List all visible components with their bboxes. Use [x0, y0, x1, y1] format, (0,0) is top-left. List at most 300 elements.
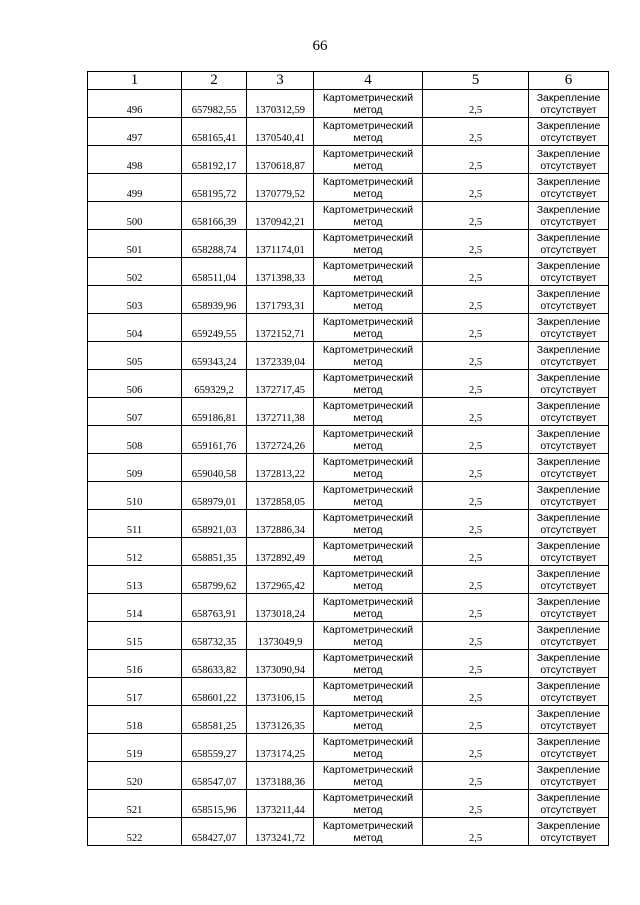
fixation-description — [529, 594, 609, 622]
fixation-line-1: Закрепление — [536, 511, 601, 524]
fixation-line-1: Закрепление — [536, 539, 601, 552]
point-number: 519 — [88, 734, 182, 762]
coordinate-x: 657982,55 — [182, 90, 247, 118]
fixation-line-2: отсутствует — [540, 327, 597, 340]
accuracy-value: 2,5 — [423, 818, 529, 846]
fixation-line-2: отсутствует — [540, 803, 597, 816]
method-line-2: метод — [353, 103, 383, 116]
accuracy-value: 2,5 — [423, 510, 529, 538]
table-row — [88, 286, 609, 314]
coordinate-y: 1372892,49 — [247, 538, 314, 566]
coordinate-x: 658939,96 — [182, 286, 247, 314]
coordinates-table — [87, 71, 609, 846]
fixation-line-1: Закрепление — [536, 819, 601, 832]
fixation-line-2: отсутствует — [540, 747, 597, 760]
coordinate-y: 1370942,21 — [247, 202, 314, 230]
fixation-description — [529, 370, 609, 398]
method-line-2: метод — [353, 495, 383, 508]
point-number: 507 — [88, 398, 182, 426]
table-row — [88, 454, 609, 482]
point-number: 509 — [88, 454, 182, 482]
coordinate-y: 1372339,04 — [247, 342, 314, 370]
method-line-1: Картометрический — [322, 567, 414, 580]
method-line-1: Картометрический — [322, 791, 414, 804]
accuracy-value: 2,5 — [423, 678, 529, 706]
method-line-2: метод — [353, 271, 383, 284]
method-line-1: Картометрический — [322, 483, 414, 496]
coordinate-y: 1372813,22 — [247, 454, 314, 482]
determination-method — [314, 762, 423, 790]
page-number: 66 — [312, 38, 328, 54]
fixation-line-2: отсутствует — [540, 439, 597, 452]
method-line-2: метод — [353, 383, 383, 396]
method-line-1: Картометрический — [322, 595, 414, 608]
fixation-description — [529, 622, 609, 650]
fixation-line-2: отсутствует — [540, 551, 597, 564]
method-line-2: метод — [353, 243, 383, 256]
method-line-1: Картометрический — [322, 819, 414, 832]
method-line-2: метод — [353, 663, 383, 676]
method-line-1: Картометрический — [322, 371, 414, 384]
fixation-line-1: Закрепление — [536, 175, 601, 188]
fixation-description — [529, 202, 609, 230]
accuracy-value: 2,5 — [423, 734, 529, 762]
method-line-1: Картометрический — [322, 539, 414, 552]
table-row — [88, 258, 609, 286]
point-number: 503 — [88, 286, 182, 314]
fixation-line-2: отсутствует — [540, 215, 597, 228]
accuracy-value: 2,5 — [423, 790, 529, 818]
fixation-line-2: отсутствует — [540, 467, 597, 480]
table-row — [88, 426, 609, 454]
table-row — [88, 622, 609, 650]
fixation-line-1: Закрепление — [536, 343, 601, 356]
coordinate-y: 1370618,87 — [247, 146, 314, 174]
method-line-2: метод — [353, 747, 383, 760]
table-row — [88, 650, 609, 678]
method-line-1: Картометрический — [322, 119, 414, 132]
fixation-line-2: отсутствует — [540, 271, 597, 284]
header-col-2: 2 — [182, 72, 247, 90]
point-number: 505 — [88, 342, 182, 370]
accuracy-value: 2,5 — [423, 762, 529, 790]
determination-method — [314, 594, 423, 622]
accuracy-value: 2,5 — [423, 706, 529, 734]
coordinate-y: 1370540,41 — [247, 118, 314, 146]
fixation-line-1: Закрепление — [536, 567, 601, 580]
accuracy-value: 2,5 — [423, 202, 529, 230]
method-line-2: метод — [353, 215, 383, 228]
fixation-description — [529, 258, 609, 286]
method-line-1: Картометрический — [322, 259, 414, 272]
header-col-5: 5 — [423, 72, 529, 90]
fixation-description — [529, 454, 609, 482]
point-number: 514 — [88, 594, 182, 622]
fixation-line-1: Закрепление — [536, 455, 601, 468]
point-number: 522 — [88, 818, 182, 846]
table-row — [88, 202, 609, 230]
point-number: 501 — [88, 230, 182, 258]
point-number: 504 — [88, 314, 182, 342]
accuracy-value: 2,5 — [423, 622, 529, 650]
fixation-line-2: отсутствует — [540, 775, 597, 788]
fixation-line-1: Закрепление — [536, 763, 601, 776]
coordinate-y: 1373090,94 — [247, 650, 314, 678]
coordinate-x: 659040,58 — [182, 454, 247, 482]
fixation-line-2: отсутствует — [540, 579, 597, 592]
point-number: 506 — [88, 370, 182, 398]
fixation-description — [529, 230, 609, 258]
accuracy-value: 2,5 — [423, 258, 529, 286]
accuracy-value: 2,5 — [423, 146, 529, 174]
method-line-2: метод — [353, 691, 383, 704]
coordinate-x: 658559,27 — [182, 734, 247, 762]
accuracy-value: 2,5 — [423, 90, 529, 118]
table-row — [88, 118, 609, 146]
fixation-line-1: Закрепление — [536, 203, 601, 216]
method-line-2: метод — [353, 299, 383, 312]
method-line-1: Картометрический — [322, 707, 414, 720]
determination-method — [314, 286, 423, 314]
coordinate-y: 1372152,71 — [247, 314, 314, 342]
coordinate-y: 1371174,01 — [247, 230, 314, 258]
coordinate-y: 1373174,25 — [247, 734, 314, 762]
accuracy-value: 2,5 — [423, 342, 529, 370]
table-row — [88, 482, 609, 510]
coordinate-y: 1373018,24 — [247, 594, 314, 622]
table-row — [88, 342, 609, 370]
method-line-1: Картометрический — [322, 427, 414, 440]
determination-method — [314, 258, 423, 286]
accuracy-value: 2,5 — [423, 482, 529, 510]
fixation-line-2: отсутствует — [540, 831, 597, 844]
coordinate-y: 1373106,15 — [247, 678, 314, 706]
fixation-description — [529, 734, 609, 762]
fixation-description — [529, 146, 609, 174]
fixation-description — [529, 482, 609, 510]
method-line-2: метод — [353, 831, 383, 844]
coordinate-x: 658633,82 — [182, 650, 247, 678]
fixation-line-2: отсутствует — [540, 159, 597, 172]
point-number: 499 — [88, 174, 182, 202]
fixation-line-1: Закрепление — [536, 315, 601, 328]
table-row — [88, 762, 609, 790]
method-line-1: Картометрический — [322, 315, 414, 328]
method-line-1: Картометрический — [322, 623, 414, 636]
fixation-description — [529, 510, 609, 538]
determination-method — [314, 678, 423, 706]
fixation-line-2: отсутствует — [540, 299, 597, 312]
determination-method — [314, 118, 423, 146]
method-line-1: Картометрический — [322, 203, 414, 216]
coordinate-x: 658732,35 — [182, 622, 247, 650]
determination-method — [314, 650, 423, 678]
fixation-description — [529, 818, 609, 846]
accuracy-value: 2,5 — [423, 174, 529, 202]
coordinate-x: 658165,41 — [182, 118, 247, 146]
coordinate-y: 1373188,36 — [247, 762, 314, 790]
point-number: 497 — [88, 118, 182, 146]
fixation-line-2: отсутствует — [540, 411, 597, 424]
fixation-line-2: отсутствует — [540, 103, 597, 116]
method-line-2: метод — [353, 187, 383, 200]
coordinate-x: 658979,01 — [182, 482, 247, 510]
fixation-description — [529, 118, 609, 146]
fixation-description — [529, 286, 609, 314]
method-line-1: Картометрический — [322, 679, 414, 692]
method-line-1: Картометрический — [322, 735, 414, 748]
fixation-line-1: Закрепление — [536, 483, 601, 496]
coordinate-y: 1372965,42 — [247, 566, 314, 594]
method-line-2: метод — [353, 775, 383, 788]
coordinate-y: 1373126,35 — [247, 706, 314, 734]
fixation-line-2: отсутствует — [540, 523, 597, 536]
fixation-line-2: отсутствует — [540, 355, 597, 368]
fixation-line-1: Закрепление — [536, 399, 601, 412]
determination-method — [314, 342, 423, 370]
point-number: 512 — [88, 538, 182, 566]
header-col-3: 3 — [247, 72, 314, 90]
header-col-4: 4 — [314, 72, 423, 90]
coordinate-x: 658427,07 — [182, 818, 247, 846]
table-row — [88, 146, 609, 174]
coordinate-x: 658921,03 — [182, 510, 247, 538]
point-number: 500 — [88, 202, 182, 230]
coordinate-y: 1371398,33 — [247, 258, 314, 286]
method-line-1: Картометрический — [322, 511, 414, 524]
point-number: 502 — [88, 258, 182, 286]
header-col-1: 1 — [88, 72, 182, 90]
coordinate-y: 1373049,9 — [247, 622, 314, 650]
fixation-line-1: Закрепление — [536, 427, 601, 440]
coordinate-x: 658763,91 — [182, 594, 247, 622]
method-line-2: метод — [353, 439, 383, 452]
method-line-2: метод — [353, 159, 383, 172]
accuracy-value: 2,5 — [423, 314, 529, 342]
coordinate-x: 658288,74 — [182, 230, 247, 258]
determination-method — [314, 202, 423, 230]
determination-method — [314, 734, 423, 762]
coordinate-x: 658601,22 — [182, 678, 247, 706]
point-number: 521 — [88, 790, 182, 818]
fixation-description — [529, 314, 609, 342]
fixation-line-2: отсутствует — [540, 187, 597, 200]
method-line-1: Картометрический — [322, 455, 414, 468]
table-row — [88, 818, 609, 846]
fixation-line-2: отсутствует — [540, 495, 597, 508]
coordinate-x: 658166,39 — [182, 202, 247, 230]
method-line-2: метод — [353, 551, 383, 564]
point-number: 513 — [88, 566, 182, 594]
coordinate-y: 1372711,38 — [247, 398, 314, 426]
table-row — [88, 90, 609, 118]
header-row — [88, 72, 609, 90]
method-line-2: метод — [353, 719, 383, 732]
point-number: 496 — [88, 90, 182, 118]
fixation-line-1: Закрепление — [536, 791, 601, 804]
table-row — [88, 566, 609, 594]
coordinate-x: 659186,81 — [182, 398, 247, 426]
method-line-1: Картометрический — [322, 147, 414, 160]
method-line-1: Картометрический — [322, 763, 414, 776]
point-number: 508 — [88, 426, 182, 454]
accuracy-value: 2,5 — [423, 426, 529, 454]
point-number: 515 — [88, 622, 182, 650]
coordinate-x: 658547,07 — [182, 762, 247, 790]
coordinate-y: 1372724,26 — [247, 426, 314, 454]
determination-method — [314, 230, 423, 258]
fixation-line-1: Закрепление — [536, 595, 601, 608]
coordinate-y: 1372717,45 — [247, 370, 314, 398]
table-row — [88, 594, 609, 622]
method-line-1: Картометрический — [322, 651, 414, 664]
table-row — [88, 230, 609, 258]
coordinate-x: 658581,25 — [182, 706, 247, 734]
coordinate-x: 659329,2 — [182, 370, 247, 398]
fixation-line-2: отсутствует — [540, 131, 597, 144]
determination-method — [314, 146, 423, 174]
coordinate-y: 1373241,72 — [247, 818, 314, 846]
method-line-2: метод — [353, 523, 383, 536]
table-header — [88, 72, 609, 90]
fixation-description — [529, 706, 609, 734]
table-row — [88, 510, 609, 538]
point-number: 518 — [88, 706, 182, 734]
table-row — [88, 370, 609, 398]
table-row — [88, 538, 609, 566]
determination-method — [314, 706, 423, 734]
point-number: 517 — [88, 678, 182, 706]
accuracy-value: 2,5 — [423, 370, 529, 398]
accuracy-value: 2,5 — [423, 230, 529, 258]
method-line-2: метод — [353, 579, 383, 592]
fixation-description — [529, 342, 609, 370]
fixation-line-1: Закрепление — [536, 371, 601, 384]
accuracy-value: 2,5 — [423, 118, 529, 146]
determination-method — [314, 622, 423, 650]
fixation-line-1: Закрепление — [536, 679, 601, 692]
fixation-description — [529, 426, 609, 454]
method-line-2: метод — [353, 131, 383, 144]
table-body — [88, 90, 609, 846]
coordinate-x: 658851,35 — [182, 538, 247, 566]
fixation-description — [529, 678, 609, 706]
table-row — [88, 174, 609, 202]
determination-method — [314, 174, 423, 202]
point-number: 520 — [88, 762, 182, 790]
fixation-description — [529, 650, 609, 678]
method-line-2: метод — [353, 411, 383, 424]
coordinate-x: 659249,55 — [182, 314, 247, 342]
determination-method — [314, 426, 423, 454]
fixation-line-2: отсутствует — [540, 383, 597, 396]
coordinate-x: 658799,62 — [182, 566, 247, 594]
coordinate-x: 658192,17 — [182, 146, 247, 174]
determination-method — [314, 398, 423, 426]
determination-method — [314, 538, 423, 566]
accuracy-value: 2,5 — [423, 398, 529, 426]
fixation-line-2: отсутствует — [540, 719, 597, 732]
determination-method — [314, 314, 423, 342]
determination-method — [314, 90, 423, 118]
coordinate-x: 658515,96 — [182, 790, 247, 818]
fixation-line-1: Закрепление — [536, 259, 601, 272]
fixation-line-2: отсутствует — [540, 607, 597, 620]
table-row — [88, 790, 609, 818]
accuracy-value: 2,5 — [423, 594, 529, 622]
coordinate-x: 659343,24 — [182, 342, 247, 370]
fixation-line-1: Закрепление — [536, 231, 601, 244]
determination-method — [314, 482, 423, 510]
accuracy-value: 2,5 — [423, 454, 529, 482]
determination-method — [314, 510, 423, 538]
method-line-2: метод — [353, 803, 383, 816]
point-number: 511 — [88, 510, 182, 538]
table-row — [88, 706, 609, 734]
header-col-6: 6 — [529, 72, 609, 90]
fixation-description — [529, 538, 609, 566]
method-line-2: метод — [353, 635, 383, 648]
method-line-2: метод — [353, 355, 383, 368]
method-line-1: Картометрический — [322, 287, 414, 300]
fixation-description — [529, 566, 609, 594]
fixation-line-1: Закрепление — [536, 623, 601, 636]
fixation-line-1: Закрепление — [536, 651, 601, 664]
coordinate-y: 1373211,44 — [247, 790, 314, 818]
determination-method — [314, 454, 423, 482]
fixation-line-2: отсутствует — [540, 635, 597, 648]
accuracy-value: 2,5 — [423, 286, 529, 314]
accuracy-value: 2,5 — [423, 650, 529, 678]
table-row — [88, 314, 609, 342]
point-number: 510 — [88, 482, 182, 510]
method-line-1: Картометрический — [322, 399, 414, 412]
table-row — [88, 678, 609, 706]
coordinate-y: 1371793,31 — [247, 286, 314, 314]
fixation-description — [529, 762, 609, 790]
method-line-2: метод — [353, 467, 383, 480]
method-line-1: Картометрический — [322, 231, 414, 244]
table-row — [88, 734, 609, 762]
fixation-line-2: отсутствует — [540, 243, 597, 256]
fixation-line-1: Закрепление — [536, 735, 601, 748]
table-row — [88, 398, 609, 426]
method-line-1: Картометрический — [322, 175, 414, 188]
coordinate-x: 658511,04 — [182, 258, 247, 286]
point-number: 498 — [88, 146, 182, 174]
fixation-description — [529, 90, 609, 118]
determination-method — [314, 370, 423, 398]
method-line-1: Картометрический — [322, 91, 414, 104]
coordinate-y: 1370312,59 — [247, 90, 314, 118]
coordinate-y: 1370779,52 — [247, 174, 314, 202]
accuracy-value: 2,5 — [423, 566, 529, 594]
point-number: 516 — [88, 650, 182, 678]
coordinate-y: 1372858,05 — [247, 482, 314, 510]
fixation-description — [529, 398, 609, 426]
fixation-line-1: Закрепление — [536, 147, 601, 160]
fixation-line-1: Закрепление — [536, 119, 601, 132]
method-line-2: метод — [353, 607, 383, 620]
coordinate-y: 1372886,34 — [247, 510, 314, 538]
fixation-line-1: Закрепление — [536, 707, 601, 720]
fixation-description — [529, 790, 609, 818]
coordinate-x: 659161,76 — [182, 426, 247, 454]
determination-method — [314, 790, 423, 818]
fixation-line-2: отсутствует — [540, 691, 597, 704]
fixation-line-1: Закрепление — [536, 91, 601, 104]
determination-method — [314, 818, 423, 846]
